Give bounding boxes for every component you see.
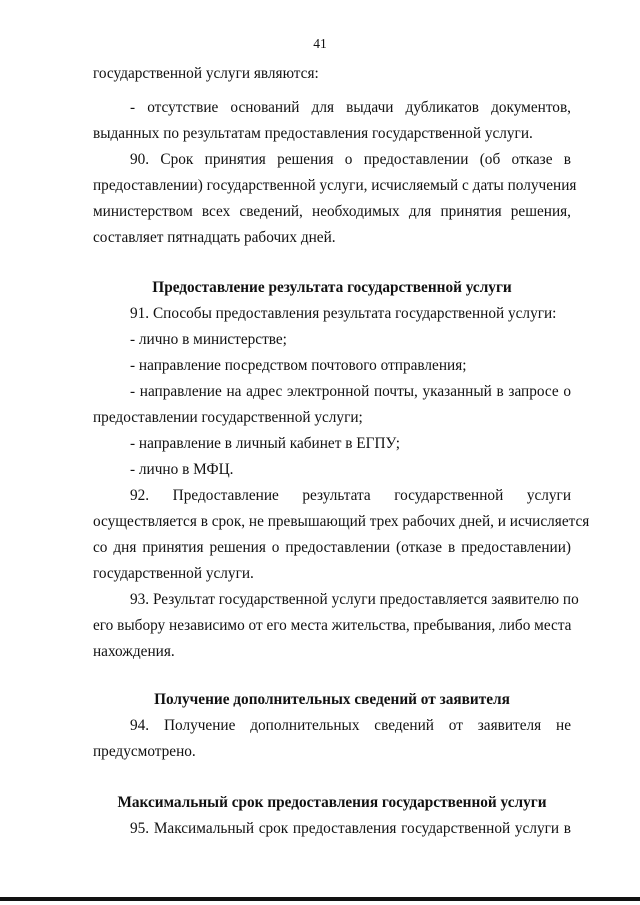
paragraph-line: составляет пятнадцать рабочих дней. xyxy=(93,229,336,246)
paragraph-line: 91. Способы предоставления результата государственной услуги: xyxy=(130,305,557,322)
list-item: - лично в МФЦ. xyxy=(130,461,234,478)
paragraph-line: 90. Срок принятия решения о предоставлении (об отказе в xyxy=(130,151,571,168)
paragraph-line: осуществляется в срок, не превышающий трех рабочих дней, и исчисляется xyxy=(93,513,590,530)
list-item: - лично в министерстве; xyxy=(130,331,287,348)
paragraph-line: государственной услуги являются: xyxy=(93,65,319,82)
paragraph-line: нахождения. xyxy=(93,643,175,660)
paragraph-line: предоставлении) государственной услуги, исчисляемый с даты получения xyxy=(93,177,577,194)
paragraph-line: выданных по результатам предоставления государственной услуги. xyxy=(93,125,533,142)
paragraph-line: его выбору независимо от его места жительства, пребывания, либо места xyxy=(93,617,572,634)
paragraph-line: предусмотрено. xyxy=(93,743,196,760)
paragraph-line: министерством всех сведений, необходимых для принятия решения, xyxy=(93,203,571,220)
paragraph-line: 95. Максимальный срок предоставления государственной услуги в xyxy=(130,820,571,837)
list-item: - направление посредством почтового отправления; xyxy=(130,357,467,374)
paragraph-line: 93. Результат государственной услуги предоставляется заявителю по xyxy=(130,591,579,608)
list-item: - направление на адрес электронной почты, указанный в запросе о xyxy=(130,383,571,400)
page-bottom-rule xyxy=(0,897,640,901)
list-item: - направление в личный кабинет в ЕГПУ; xyxy=(130,435,401,452)
paragraph-line: 92. Предоставление результата государственной услуги xyxy=(130,487,571,504)
paragraph-line: предоставлении государственной услуги; xyxy=(93,409,363,426)
section-heading: Предоставление результата государственной услуги xyxy=(152,279,512,296)
paragraph-line: государственной услуги. xyxy=(93,565,254,582)
paragraph-line: - отсутствие оснований для выдачи дубликатов документов, xyxy=(130,99,571,116)
section-heading: Получение дополнительных сведений от заявителя xyxy=(154,691,510,708)
page-number: 41 xyxy=(313,36,327,51)
paragraph-line: 94. Получение дополнительных сведений от заявителя не xyxy=(130,717,571,734)
paragraph-line: со дня принятия решения о предоставлении (отказе в предоставлении) xyxy=(93,539,571,556)
section-heading: Максимальный срок предоставления государственной услуги xyxy=(117,794,547,811)
